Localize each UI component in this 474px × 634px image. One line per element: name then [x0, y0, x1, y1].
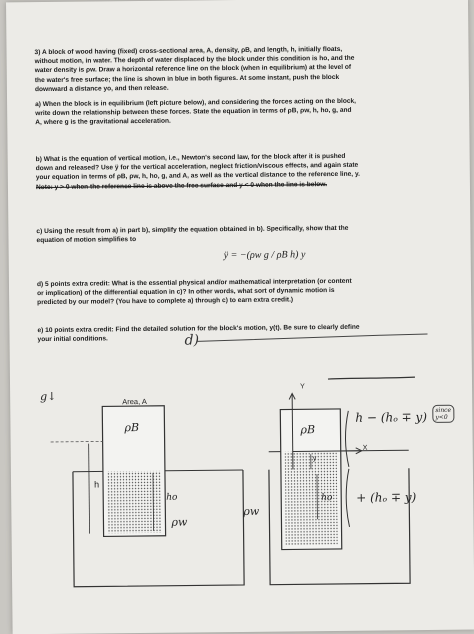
- intro-line: downward a distance yo, and then release.: [35, 81, 415, 94]
- part-c-line: c) Using the result from a) in part b), simplify the equation obtained in b). Specifically, show that the: [36, 223, 416, 236]
- upper-bracket: [345, 411, 349, 467]
- intro-line: 3) A block of wood having (fixed) cross-sectional area, A, density, ρB, and length, h, initially floats,: [34, 44, 414, 57]
- intro-line: the water's free surface; the line is shown in blue in both figures. At some instant, push the block: [35, 72, 415, 85]
- handwritten-underline: [198, 334, 428, 341]
- left-ho-label: ho: [166, 493, 177, 503]
- area-label: Area, A: [122, 397, 147, 406]
- right-x-axis: [293, 451, 361, 452]
- left-guide-dashed: [51, 441, 103, 442]
- part-e-line: your initial conditions.: [38, 331, 418, 344]
- part-b-line: your equation in terms of ρB, ρw, h, ho, g, and A, as well as the vertical distance to the reference line, y.: [36, 170, 416, 183]
- note-bottom: y<0: [435, 414, 447, 421]
- part-d-line: d) 5 points extra credit: What is the essential physical and/or mathematical interpretation (or content: [37, 276, 417, 289]
- handwritten-d-mark: d): [184, 332, 199, 348]
- left-rho-b-label: ρB: [124, 421, 139, 434]
- part-e-line: e) 10 points extra credit: Find the detailed solution for the block's motion, y(t). Be sure to clearly define: [37, 322, 417, 335]
- left-h-arrow: [89, 444, 90, 534]
- equation-of-motion: ÿ = −(ρw g / ρB h) y: [224, 249, 306, 261]
- left-rho-w-label: ρw: [171, 516, 187, 529]
- y-axis-label: Y: [300, 383, 305, 390]
- part-c-line: equation of motion simplifies to: [36, 232, 416, 245]
- part-a-line: A, where g is the gravitational acceleration.: [35, 115, 415, 128]
- part-a-line: write down the relationship between these forces. State the equation in terms of ρB, ρw, h, ho, g, and: [35, 105, 415, 118]
- figure-svg: [6, 0, 474, 634]
- intro-line: without motion, in water. The depth of water displaced by the block under this condition is ho, and the: [35, 53, 415, 66]
- part-b-line: down and released? Use ÿ for the vertical acceleration, neglect friction/viscous effects, and again state: [36, 160, 416, 173]
- intro-line: water density is ρw. Draw a horizontal reference line on the block (when in equilibrium) at the level of: [35, 63, 415, 76]
- part-d-line: or implication) of the differential equation in c)? In other words, what sort of dynamic motion is: [37, 285, 417, 298]
- worksheet-page: [6, 0, 474, 634]
- handwritten-note: [432, 405, 454, 423]
- handwritten-stroke: [328, 377, 415, 379]
- right-rho-b-label: ρB: [300, 423, 315, 436]
- right-rho-w-label: ρw: [243, 505, 259, 518]
- right-ho-label: ho: [321, 493, 332, 503]
- left-h-label: h: [94, 479, 99, 489]
- handwritten-upper-expression: h − (hₒ ∓ y): [355, 410, 427, 425]
- note-top: since: [435, 407, 451, 414]
- left-figure: [50, 405, 244, 587]
- gravity-label: g↓: [40, 390, 56, 403]
- right-y-label: y: [313, 455, 317, 462]
- x-axis-label: X: [363, 445, 368, 452]
- part-b-line: b) What is the equation of vertical motion, i.e., Newton's second law, for the block after it is pushed: [36, 151, 416, 164]
- lower-bracket: [346, 469, 350, 527]
- handwritten-lower-expression: + (hₒ ∓ y): [356, 490, 416, 505]
- part-d-line: predicted by our model? (You have to complete a) through c) to earn extra credit.): [37, 295, 417, 308]
- part-b-note: Note: y > 0 when the reference line is above the free surface and y < 0 when the line is below.: [36, 179, 416, 192]
- part-a-line: a) When the block is in equilibrium (left picture below), and considering the forces acting on the block,: [35, 96, 415, 109]
